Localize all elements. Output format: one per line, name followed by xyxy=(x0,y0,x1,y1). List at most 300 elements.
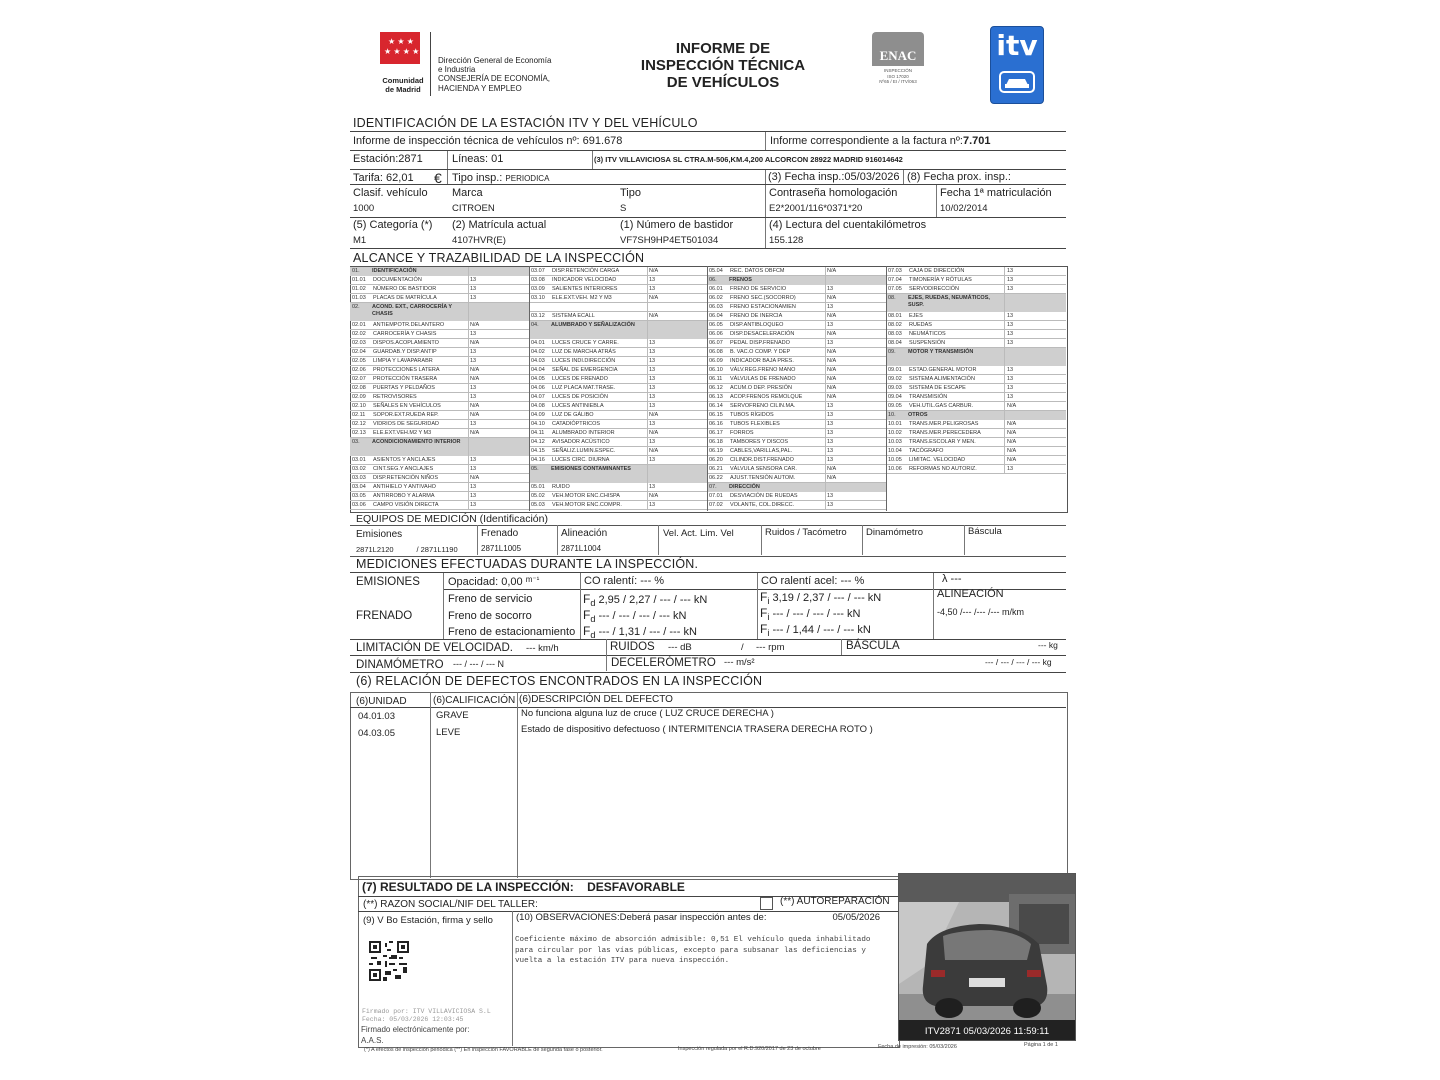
alcance-item-value: 13 xyxy=(1007,385,1014,391)
informe-value: 691.678 xyxy=(582,135,623,147)
alcance-column-divider xyxy=(529,266,530,511)
alcance-row xyxy=(350,303,529,321)
alcance-item-label: PROTECCIONES LATERA xyxy=(373,367,440,373)
alcance-item-value: N/A xyxy=(649,268,659,274)
alcance-value-divider xyxy=(825,447,826,456)
alcance-value-divider xyxy=(647,366,648,375)
alcance-item-label: PROTECCIÓN TRASERA xyxy=(373,376,438,382)
alcance-code: 04. xyxy=(531,322,539,328)
firmado-line-2: Fecha: 05/03/2026 12:03:45 xyxy=(362,1016,464,1023)
equipos-emisiones-id-2: / 2871L1190 xyxy=(416,545,458,554)
contrasena-label: Contraseña homologación xyxy=(769,187,898,199)
alcance-item-value: N/A xyxy=(827,466,837,472)
alcance-code: 03.06 xyxy=(352,502,366,508)
informe-number xyxy=(353,135,622,147)
categoria-label: (5) Categoría (*) xyxy=(353,219,433,231)
alcance-value-divider xyxy=(825,411,826,420)
fecha-matric-value: 10/02/2014 xyxy=(940,203,988,214)
alcance-value-divider xyxy=(1004,411,1005,420)
alcance-row xyxy=(350,357,529,366)
alcance-row xyxy=(886,402,1066,411)
alcance-item-label: MOTOR Y TRANSMISIÓN xyxy=(908,349,974,355)
alcance-row xyxy=(350,294,529,303)
alcance-item-label: TUBOS RÍGIDOS xyxy=(730,412,774,418)
defectos-col-descripcion: (6)DESCRIPCIÓN DEL DEFECTO xyxy=(519,694,673,705)
alcance-item-label: DOCUMENTACIÓN xyxy=(373,277,422,283)
estacion xyxy=(353,153,423,165)
alcance-value-divider xyxy=(825,474,826,483)
med-line-5 xyxy=(350,672,1066,673)
alcance-value-divider xyxy=(647,483,648,492)
alcance-value-divider xyxy=(468,411,469,420)
med-alineacion-label: ALINEACIÓN xyxy=(937,588,1004,600)
alcance-item-label: CATADIÓPTRICOS xyxy=(552,421,601,427)
alcance-item-label: VEH.MOTOR ENC.COMPR. xyxy=(552,502,622,508)
org-text xyxy=(438,56,551,93)
footer-pagina: Página 1 de 1 xyxy=(1024,1042,1058,1048)
alcance-item-value: N/A xyxy=(649,430,659,436)
alcance-code: 09.01 xyxy=(888,367,902,373)
alcance-item-label: TUBOS FLEXIBLES xyxy=(730,421,780,427)
med-bascula-value-2: --- / --- / --- / --- kg xyxy=(985,657,1052,667)
alcance-value-divider xyxy=(825,456,826,465)
ident-divider-7 xyxy=(765,185,766,217)
alcance-item-value: N/A xyxy=(827,376,837,382)
alcance-value-divider xyxy=(647,420,648,429)
alcance-item-label: PLACAS DE MATRÍCULA xyxy=(373,295,437,301)
alcance-code: 06.06 xyxy=(709,331,723,337)
alcance-code: 09.04 xyxy=(888,394,902,400)
alcance-code: 06.13 xyxy=(709,394,723,400)
alcance-value-divider xyxy=(825,348,826,357)
alcance-item-label: VEH.UTIL.GAS CARBUR. xyxy=(909,403,974,409)
alcance-row xyxy=(529,384,707,393)
alcance-value-divider xyxy=(1004,276,1005,285)
alcance-item-label: EJES xyxy=(909,313,923,319)
alcance-row xyxy=(707,456,886,465)
tipo-insp-label: Tipo insp.: xyxy=(452,172,503,184)
alcance-value-divider xyxy=(647,294,648,303)
alcance-item-label: DISP.RETENCIÓN NIÑOS xyxy=(373,475,438,481)
ident-section-title: IDENTIFICACIÓN DE LA ESTACIÓN ITV Y DEL VEHÍCULO xyxy=(353,116,698,130)
alcance-item-value: 13 xyxy=(827,448,834,454)
alcance-item-label: LUZ PLACA MAT.TRASE. xyxy=(552,385,616,391)
alcance-value-divider xyxy=(825,357,826,366)
med-fd-servicio xyxy=(583,592,707,608)
alcance-row xyxy=(350,474,529,483)
alcance-item-label: CAMPO VISIÓN DIRECTA xyxy=(373,502,439,508)
alcance-row xyxy=(529,321,707,339)
alcance-value-divider xyxy=(1004,348,1005,366)
alcance-item-value: 13 xyxy=(470,295,477,301)
alcance-value-divider xyxy=(468,420,469,429)
alcance-item-label: SISTEMA ECALL xyxy=(552,313,595,319)
alcance-code: 04.07 xyxy=(531,394,545,400)
qr-code-icon xyxy=(369,941,409,981)
alcance-row xyxy=(707,330,886,339)
alcance-item-value: 13 xyxy=(649,358,656,364)
tipo-insp-value: PERIODICA xyxy=(505,174,550,183)
resultado-title xyxy=(362,880,685,894)
alcance-row xyxy=(529,357,707,366)
alcance-code: 08.01 xyxy=(888,313,902,319)
alcance-item-label: CABLES,VARILLAS,PAL. xyxy=(730,448,793,454)
alcance-item-label: LIMPIA Y LAVAPARABR xyxy=(373,358,433,364)
alcance-item-label: OTROS xyxy=(908,412,928,418)
alcance-value-divider xyxy=(825,267,826,276)
defectos-div-1 xyxy=(430,692,431,878)
alcance-item-value: 13 xyxy=(649,502,656,508)
alcance-item-value: 13 xyxy=(470,421,477,427)
alcance-item-label: DISP.DESACELERACIÓN xyxy=(730,331,795,337)
alcance-row xyxy=(886,375,1066,384)
tarifa-value: 62,01 xyxy=(386,172,414,184)
equipos-emisiones-value xyxy=(356,545,458,554)
alcance-row xyxy=(707,429,886,438)
alcance-item-value: 13 xyxy=(1007,367,1014,373)
alcance-value-divider xyxy=(1004,429,1005,438)
fd-sym-2: F xyxy=(583,608,591,622)
alcance-item-label: DESVIACIÓN DE RUEDAS xyxy=(730,493,798,499)
alcance-code: 05. xyxy=(531,466,539,472)
alcance-row xyxy=(707,447,886,456)
equipos-ruidos-label: Ruidos / Tacómetro xyxy=(765,527,847,538)
alcance-row xyxy=(350,438,529,456)
alcance-value-divider xyxy=(468,303,469,321)
alcance-code: 02.03 xyxy=(352,340,366,346)
med-div-fren xyxy=(443,589,444,639)
alcance-code: 05.03 xyxy=(531,502,545,508)
alcance-code: 02.05 xyxy=(352,358,366,364)
alcance-row xyxy=(886,312,1066,321)
ident-divider-9 xyxy=(765,218,766,248)
alcance-code: 02. xyxy=(352,304,360,310)
alcance-item-value: 13 xyxy=(470,502,477,508)
footer-impresion: Fecha de impresión: 05/03/2026 xyxy=(878,1044,957,1050)
alcance-item-label: ACONDICIONAMIENTO INTERIOR xyxy=(372,439,461,445)
alcance-row xyxy=(350,366,529,375)
alcance-row xyxy=(886,339,1066,348)
alcance-item-label: AVISADOR ACÚSTICO xyxy=(552,439,610,445)
alcance-item-label: LUCES CIRC. DIURNA xyxy=(552,457,610,463)
alcance-item-label: ELE.EXT.VEH. M2 Y M3 xyxy=(552,295,612,301)
alcance-value-divider xyxy=(468,402,469,411)
alcance-item-label: FRENO SEC.(SOCORRO) xyxy=(730,295,796,301)
alcance-row xyxy=(529,267,707,276)
alcance-item-value: 13 xyxy=(470,331,477,337)
alcance-item-label: RUIDO xyxy=(552,484,570,490)
alcance-row xyxy=(707,393,886,402)
med-div-ruidos xyxy=(606,639,607,655)
bastidor-label: (1) Número de bastidor xyxy=(620,219,734,231)
alcance-item-value: 13 xyxy=(649,340,656,346)
alcance-row xyxy=(529,303,707,312)
alcance-code: 04.01 xyxy=(531,340,545,346)
alcance-row xyxy=(886,348,1066,366)
equipos-dinamometro-label: Dinamómetro xyxy=(866,527,924,538)
alcance-code: 02.08 xyxy=(352,385,366,391)
alcance-item-value: 13 xyxy=(470,466,477,472)
alcance-row xyxy=(529,339,707,348)
med-div-co2 xyxy=(757,573,758,589)
alcance-code: 06.18 xyxy=(709,439,723,445)
alcance-value-divider xyxy=(647,303,648,312)
tarifa-currency: € xyxy=(434,170,442,186)
alcance-code: 02.09 xyxy=(352,394,366,400)
alcance-value-divider xyxy=(468,393,469,402)
alcance-value-divider xyxy=(825,384,826,393)
alcance-code: 07.02 xyxy=(709,502,723,508)
alcance-item-value: N/A xyxy=(470,475,480,481)
fd-estac-value: --- / 1,31 / --- / --- kN xyxy=(598,626,697,638)
alcance-row xyxy=(707,375,886,384)
alcance-item-label: NÚMERO DE BASTIDOR xyxy=(373,286,437,292)
alcance-item-value: N/A xyxy=(649,448,659,454)
alcance-item-value: N/A xyxy=(649,295,659,301)
med-div-fd xyxy=(580,589,581,639)
alcance-value-divider xyxy=(647,348,648,357)
alcance-value-divider xyxy=(468,366,469,375)
equipos-frenado-value: 2871L1005 xyxy=(481,544,522,553)
alcance-row xyxy=(529,312,707,321)
alcance-item-label: LUCES INDI.DIRECCIÓN xyxy=(552,358,616,364)
alcance-row xyxy=(529,375,707,384)
alcance-row xyxy=(350,429,529,438)
med-div-lambda xyxy=(933,573,934,589)
alcance-item-value: 13 xyxy=(827,322,834,328)
alcance-item-value: 13 xyxy=(470,493,477,499)
fecha-insp xyxy=(768,171,899,183)
alcance-item-label: B. VAC.O COMP. Y DEP xyxy=(730,349,791,355)
alcance-code: 04.08 xyxy=(531,403,545,409)
alcance-item-label: TRANS.MER.PELIGROSAS xyxy=(909,421,979,427)
alcance-row xyxy=(529,285,707,294)
photo-caption: ITV2871 05/03/2026 11:59:11 xyxy=(924,1026,1050,1037)
alcance-item-value: 13 xyxy=(827,430,834,436)
alcance-row xyxy=(886,456,1066,465)
alcance-value-divider xyxy=(1004,447,1005,456)
alcance-code: 02.07 xyxy=(352,376,366,382)
alcance-value-divider xyxy=(825,429,826,438)
defecto-calificacion: GRAVE xyxy=(436,710,469,721)
alcance-value-divider xyxy=(468,357,469,366)
alcance-item-value: N/A xyxy=(1007,421,1017,427)
alcance-code: 03.02 xyxy=(352,466,366,472)
alcance-code: 04.02 xyxy=(531,349,545,355)
equipos-div-1 xyxy=(477,525,478,555)
alcance-item-value: 13 xyxy=(649,457,656,463)
alcance-code: 04.12 xyxy=(531,439,545,445)
obs-deadline-value: 05/05/2026 xyxy=(832,912,881,923)
alcance-item-value: N/A xyxy=(1007,430,1017,436)
estacion-desc: (3) ITV VILLAVICIOSA SL CTRA.M-506,KM.4,200 ALCORCON 28922 MADRID 916014642 xyxy=(594,155,903,164)
alcance-item-label: LUCES DE FRENADO xyxy=(552,376,608,382)
alcance-item-label: TRANSMISIÓN xyxy=(909,394,948,400)
alcance-item-label: ANTIEMPOTR.DELANTERO xyxy=(373,322,445,328)
alcance-item-label: EMISIONES CONTAMINANTES xyxy=(551,466,631,472)
defectos-col-unidad: (6)UNIDAD xyxy=(356,696,407,707)
alcance-code: 10.06 xyxy=(888,466,902,472)
alcance-item-value: N/A xyxy=(827,349,837,355)
alcance-code: 09.03 xyxy=(888,385,902,391)
alcance-row xyxy=(350,501,529,510)
alcance-row xyxy=(707,474,886,483)
alcance-item-value: 13 xyxy=(827,421,834,427)
ident-line-4 xyxy=(350,184,1066,185)
ident-divider-3 xyxy=(592,151,593,169)
tarifa-label: Tarifa: xyxy=(353,172,383,184)
alcance-column-divider xyxy=(886,266,887,511)
alcance-value-divider xyxy=(825,303,826,312)
alcance-item-value: N/A xyxy=(1007,448,1017,454)
alcance-row xyxy=(707,384,886,393)
alcance-code: 03.09 xyxy=(531,286,545,292)
ident-divider-5 xyxy=(765,170,766,184)
alcance-code: 03.05 xyxy=(352,493,366,499)
autorep-label: (**) AUTOREPARACIÓN xyxy=(780,896,890,907)
alcance-item-label: VEH.MOTOR ENC.CHISPA xyxy=(552,493,620,499)
alcance-row xyxy=(707,501,886,510)
observaciones-header xyxy=(516,912,880,923)
med-ruidos-rpm: --- rpm xyxy=(756,642,785,653)
alcance-value-divider xyxy=(825,438,826,447)
alcance-item-label: LUZ DE GÁLIBO xyxy=(552,412,594,418)
fecha-matric-label: Fecha 1ª matriculación xyxy=(940,187,1052,199)
alcance-item-label: INDICADOR BAJA PRES. xyxy=(730,358,794,364)
alcance-item-label: REC. DATOS OBFCM xyxy=(730,268,785,274)
comunidad-madrid-logo-text: Comunidad de Madrid xyxy=(382,76,424,94)
alcance-code: 06.01 xyxy=(709,286,723,292)
alcance-item-label: NEUMÁTICOS xyxy=(909,331,946,337)
med-opacidad-unit: m⁻¹ xyxy=(525,575,540,584)
alcance-value-divider xyxy=(468,294,469,303)
alcance-code: 06.22 xyxy=(709,475,723,481)
alcance-value-divider xyxy=(468,384,469,393)
alcance-item-label: LIMITAC. VELOCIDAD xyxy=(909,457,966,463)
alcance-item-value: 13 xyxy=(827,439,834,445)
alcance-code: 02.11 xyxy=(352,412,366,418)
alcance-code: 08. xyxy=(888,295,896,301)
alcance-item-value: 13 xyxy=(649,439,656,445)
med-limitacion-value: --- km/h xyxy=(526,643,559,654)
equipos-div-5 xyxy=(862,525,863,555)
tipo-label: Tipo xyxy=(620,187,641,199)
med-freno-socorro: Freno de socorro xyxy=(448,610,532,622)
fecha-prox: (8) Fecha prox. insp.: xyxy=(907,171,1011,183)
alcance-value-divider xyxy=(647,357,648,366)
alcance-item-value: 13 xyxy=(649,385,656,391)
alcance-item-label: SALIENTES INTERIORES xyxy=(552,286,618,292)
alcance-row xyxy=(529,465,707,483)
alcance-item-value: 13 xyxy=(470,385,477,391)
vehicle-photo-image xyxy=(899,874,1075,1040)
alcance-value-divider xyxy=(1004,267,1005,276)
alcance-value-divider xyxy=(1004,456,1005,465)
med-decelerometro-label: DECELERÓMETRO xyxy=(611,657,716,669)
alcance-value-divider xyxy=(1004,438,1005,447)
ident-top-line xyxy=(350,131,1066,132)
alcance-code: 06. xyxy=(709,277,717,283)
autorep-checkbox[interactable] xyxy=(760,897,773,910)
alcance-value-divider xyxy=(647,438,648,447)
alcance-item-label: ACUM.O DEP. PRESIÓN xyxy=(730,385,792,391)
alcance-row xyxy=(707,339,886,348)
alcance-code: 02.12 xyxy=(352,421,366,427)
alcance-item-label: FRENO DE SERVICIO xyxy=(730,286,787,292)
alcance-item-value: 13 xyxy=(649,277,656,283)
alcance-code: 06.08 xyxy=(709,349,723,355)
alcance-row xyxy=(529,492,707,501)
alcance-item-label: EJES, RUEDAS, NEUMÁTICOS, SUSP. xyxy=(908,295,990,308)
alcance-value-divider xyxy=(468,438,469,456)
alcance-value-divider xyxy=(1004,384,1005,393)
alcance-row xyxy=(707,267,886,276)
alcance-code: 05.04 xyxy=(709,268,723,274)
alcance-value-divider xyxy=(647,465,648,483)
alcance-value-divider xyxy=(1004,375,1005,384)
alcance-item-value: N/A xyxy=(1007,403,1017,409)
alcance-code: 03.07 xyxy=(531,268,545,274)
alcance-code: 06.19 xyxy=(709,448,723,454)
alcance-item-label: CINT.SEG.Y ANCLAJES xyxy=(373,466,434,472)
equipos-div-2 xyxy=(557,525,558,555)
med-dinamometro-value: --- / --- / --- N xyxy=(453,659,504,669)
alcance-value-divider xyxy=(825,312,826,321)
alcance-item-value: 13 xyxy=(827,403,834,409)
med-ruidos-slash: / xyxy=(741,642,744,653)
alcance-code: 04.04 xyxy=(531,367,545,373)
equipos-emisiones-id: 2871L2120 xyxy=(356,545,394,554)
equipos-section-title: EQUIPOS DE MEDICIÓN (Identificación) xyxy=(356,513,548,525)
med-bascula-value-1: --- kg xyxy=(1038,640,1058,650)
med-limitacion-label: LIMITACIÓN DE VELOCIDAD. xyxy=(356,642,513,654)
obs-deadline-label: Deberá pasar inspección antes de: xyxy=(619,912,767,923)
alcance-code: 09.05 xyxy=(888,403,902,409)
alcance-value-divider xyxy=(1004,393,1005,402)
alcance-code: 06.16 xyxy=(709,421,723,427)
med-div-decel xyxy=(606,655,607,671)
alcance-row xyxy=(886,384,1066,393)
fi-sym-2: F xyxy=(760,606,768,620)
alcance-item-label: CILINDR.DIST.FRENADO xyxy=(730,457,794,463)
alcance-code: 02.04 xyxy=(352,349,366,355)
alcance-item-value: 13 xyxy=(470,277,477,283)
mediciones-section-title: MEDICIONES EFECTUADAS DURANTE LA INSPECCIÓN. xyxy=(356,557,699,571)
alcance-section-title: ALCANCE Y TRAZABILIDAD DE LA INSPECCIÓN xyxy=(353,251,645,265)
alcance-value-divider xyxy=(1004,402,1005,411)
alcance-value-divider xyxy=(468,276,469,285)
resultado-div xyxy=(512,911,513,1046)
alcance-item-value: N/A xyxy=(827,475,837,481)
equipos-alineacion-value: 2871L1004 xyxy=(561,544,602,553)
alcance-item-value: 13 xyxy=(649,367,656,373)
alcance-code: 03.04 xyxy=(352,484,366,490)
alcance-code: 07.03 xyxy=(888,268,902,274)
alcance-item-label: DISP.RETENCIÓN CARGA xyxy=(552,268,620,274)
alcance-row xyxy=(886,294,1066,312)
alcance-item-value: 13 xyxy=(1007,331,1014,337)
alcance-code: 06.12 xyxy=(709,385,723,391)
alcance-item-label: SEÑALES EN VEHÍCULOS xyxy=(373,403,441,409)
alcance-value-divider xyxy=(825,321,826,330)
fd-socorro-value: --- / --- / --- / --- kN xyxy=(598,610,687,622)
alcance-item-value: N/A xyxy=(649,313,659,319)
fi-sub-2: i xyxy=(767,612,770,623)
med-co-ralenti-acel: CO ralentí acel: --- % xyxy=(761,575,865,587)
defectos-section-title: (6) RELACIÓN DE DEFECTOS ENCONTRADOS EN LA INSPECCIÓN xyxy=(356,674,763,688)
med-opacidad-value: Opacidad: 0,00 xyxy=(448,576,523,588)
alcance-row xyxy=(529,294,707,303)
